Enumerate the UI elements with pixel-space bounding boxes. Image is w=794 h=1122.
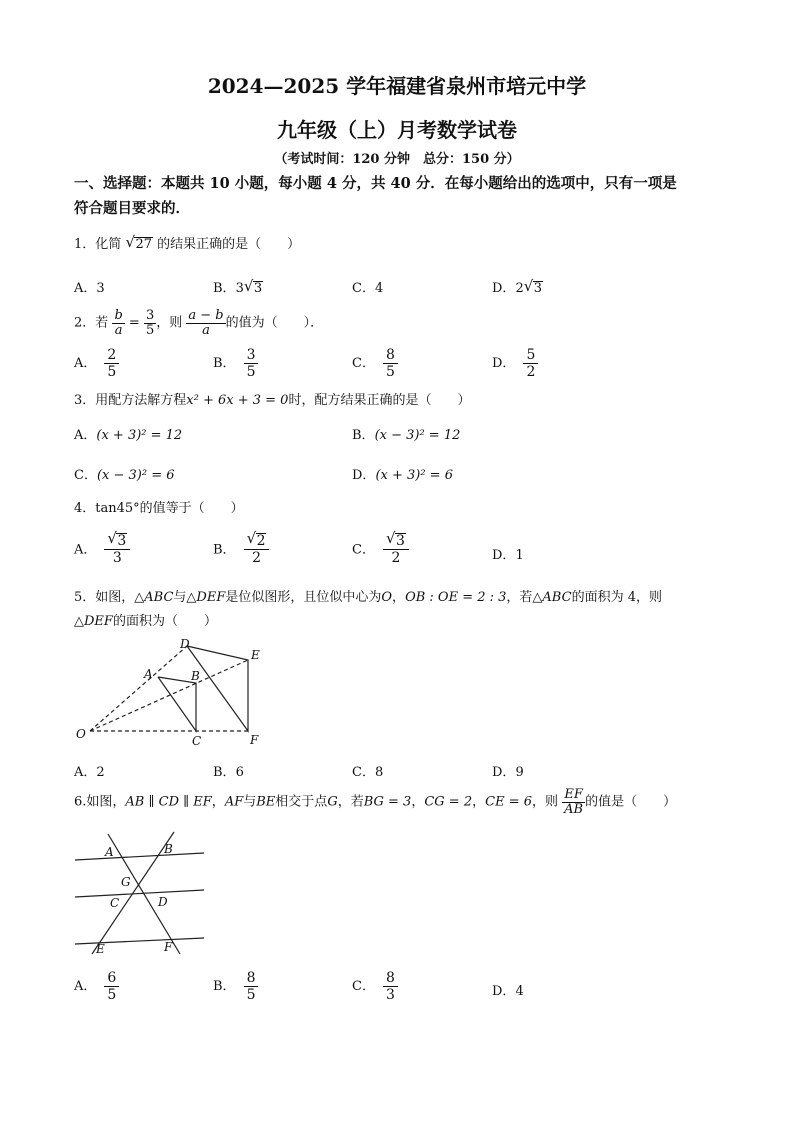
q4-option-d[interactable]: D．1 bbox=[492, 548, 524, 563]
line-cd bbox=[75, 890, 204, 897]
label-c: C bbox=[192, 734, 202, 748]
ray-od bbox=[90, 646, 187, 731]
q6-option-d[interactable]: D．4 bbox=[492, 984, 524, 999]
q1-option-d[interactable]: D．2 √ 3 bbox=[492, 277, 542, 296]
label-b: B bbox=[191, 669, 200, 683]
question-6: 6.如图，AB ∥ CD ∥ EF，AF与BE相交于点G，若BG = 3，CG = 2，CE = 6，则 $\frac{EF}{AB}$ 的值是（ ） bbox=[74, 787, 677, 817]
label-e: E bbox=[251, 648, 260, 662]
label-f: F bbox=[250, 733, 259, 747]
question-number: 1． bbox=[74, 237, 96, 252]
exam-title-line1: 2024—2025 学年福建省泉州市培元中学 bbox=[207, 74, 587, 98]
q4-option-b[interactable]: B． √ 2 2 bbox=[213, 533, 269, 566]
q3-option-a[interactable]: A．(x + 3)² = 12 bbox=[74, 428, 183, 443]
label-a: A bbox=[144, 667, 153, 681]
label-g: G bbox=[121, 875, 131, 889]
exam-title-line2: 九年级（上）月考数学试卷 bbox=[277, 118, 517, 142]
q3-option-d[interactable]: D．(x + 3)² = 6 bbox=[352, 468, 453, 483]
label-f: F bbox=[164, 940, 173, 954]
q1-option-a[interactable]: A．3 bbox=[74, 281, 105, 296]
tan45-expression: tan45° bbox=[95, 501, 140, 516]
q6-option-a[interactable]: A． $\frac{6}{5}$ bbox=[74, 970, 119, 1003]
q2-option-a[interactable]: A． $\frac{2}{5}$ bbox=[74, 347, 119, 380]
q1-option-c[interactable]: C．4 bbox=[352, 281, 384, 296]
question-5-line2: △DEF的面积为（ ） bbox=[74, 614, 217, 629]
q5-option-a[interactable]: A．2 bbox=[74, 765, 105, 780]
equation: x² + 6x + 3 = 0 bbox=[186, 393, 289, 408]
question-1: 1．化简 √ 27 的结果正确的是（ ） bbox=[74, 233, 301, 252]
label-b: B bbox=[164, 842, 173, 856]
question-3: 3．用配方法解方程x² + 6x + 3 = 0时，配方结果正确的是（ ） bbox=[74, 393, 471, 408]
ray-oe bbox=[90, 660, 248, 731]
label-c: C bbox=[110, 896, 120, 910]
label-o: O bbox=[76, 727, 86, 741]
parallel-lines-figure bbox=[70, 828, 210, 958]
label-e: E bbox=[96, 942, 105, 956]
q6-option-c[interactable]: C． $\frac{8}{3}$ bbox=[352, 970, 398, 1003]
q5-option-c[interactable]: C．8 bbox=[352, 765, 384, 780]
sqrt-27: √ 27 bbox=[125, 233, 152, 252]
section-heading-line1: 一、选择题：本题共 10 小题，每小题 4 分，共 40 分．在每小题给出的选项中，只有一项是 bbox=[74, 175, 677, 192]
q5-option-d[interactable]: D．9 bbox=[492, 765, 524, 780]
line-ab bbox=[75, 853, 204, 860]
q3-option-c[interactable]: C．(x − 3)² = 6 bbox=[74, 468, 175, 483]
q2-option-b[interactable]: B． $\frac{3}{5}$ bbox=[213, 347, 258, 380]
question-4: 4．tan45°的值等于（ ） bbox=[74, 501, 244, 516]
label-a: A bbox=[105, 845, 114, 859]
q4-option-c[interactable]: C． √ 3 2 bbox=[352, 533, 409, 566]
q2-option-d[interactable]: D． $\frac{5}{2}$ bbox=[492, 347, 538, 380]
section-heading-line2: 符合题目要求的． bbox=[74, 200, 190, 217]
q1-option-b[interactable]: B．3 √ 3 bbox=[213, 277, 263, 296]
exam-info: （考试时间：120 分钟 总分：150 分） bbox=[274, 152, 520, 167]
q4-option-a[interactable]: A． √ 3 3 bbox=[74, 533, 130, 566]
question-5-line1: 5．如图，△ABC与△DEF是位似图形，且位似中心为O，OB : OE = 2 : 3，若△ABC的面积为 4，则 bbox=[74, 590, 662, 605]
q2-option-c[interactable]: C． $\frac{8}{5}$ bbox=[352, 347, 398, 380]
label-d: D bbox=[158, 895, 168, 909]
triangle-abc bbox=[158, 677, 196, 731]
q6-option-b[interactable]: B． $\frac{8}{5}$ bbox=[213, 970, 258, 1003]
homothety-figure bbox=[70, 636, 270, 752]
label-d: D bbox=[180, 637, 190, 651]
question-2: 2．若 $\frac{b}{a}$ = $\frac{3}{5}$ ，则 $\frac{a - b}{a}$ 的值为（ ）． bbox=[74, 308, 324, 338]
q3-option-b[interactable]: B．(x − 3)² = 12 bbox=[352, 428, 461, 443]
line-ef bbox=[75, 938, 204, 944]
q5-option-b[interactable]: B．6 bbox=[213, 765, 244, 780]
